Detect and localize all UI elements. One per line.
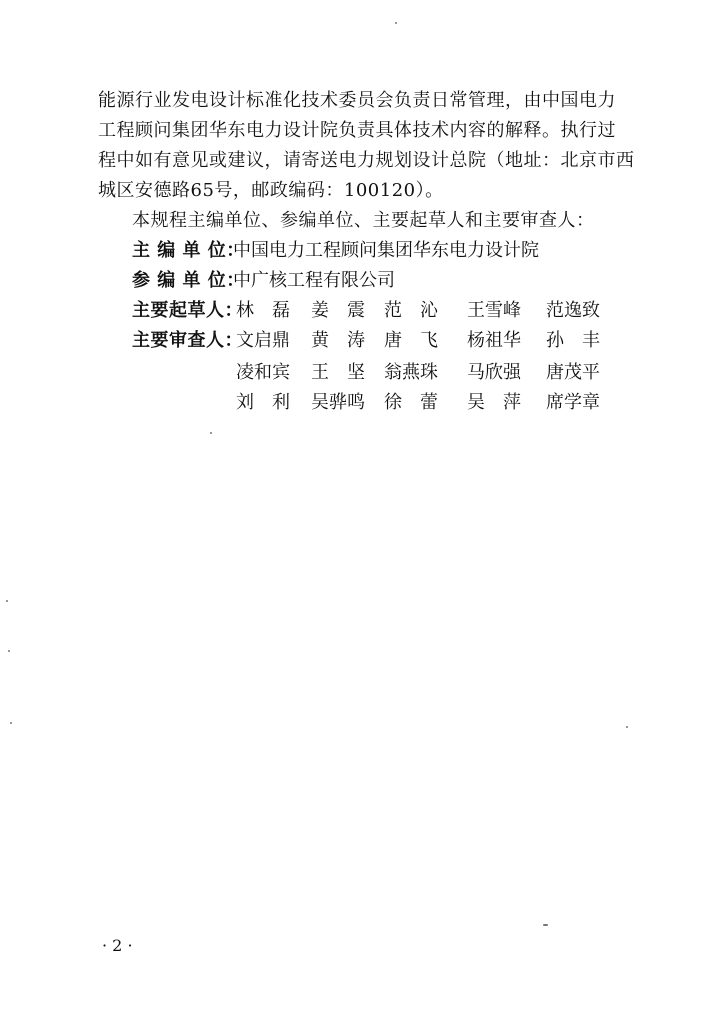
reviewer-name: 孙 丰	[546, 330, 600, 351]
chief-unit-label: 主 编 单 位：	[132, 240, 245, 261]
reviewer-name: 吴 萍	[467, 392, 521, 413]
paragraph-line: 工程顾问集团华东电力设计院负责具体技术内容的解释。执行过	[98, 120, 616, 141]
participating-unit-value: 中广核工程有限公司	[233, 270, 395, 291]
participating-unit-label: 参 编 单 位：	[132, 270, 245, 291]
paragraph-line: 城区安德路65号，邮政编码：100120）。	[98, 180, 444, 201]
reviewer-name: 杨祖华	[467, 330, 521, 351]
reviewer-name: 唐茂平	[546, 362, 600, 383]
management-paragraph	[98, 86, 638, 206]
scan-speck	[210, 432, 212, 434]
chief-unit-value: 中国电力工程顾问集团华东电力设计院	[233, 240, 539, 261]
reviewer-name: 徐 蕾	[384, 392, 438, 413]
drafter-name: 王雪峰	[467, 300, 521, 321]
drafter-name: 姜 震	[311, 300, 365, 321]
scan-speck	[6, 600, 8, 602]
scan-speck	[10, 722, 12, 724]
paragraph-line: 能源行业发电设计标准化技术委员会负责日常管理，由中国电力	[98, 90, 616, 111]
scan-speck	[395, 22, 397, 24]
reviewer-name: 吴骅鸣	[311, 392, 365, 413]
scan-speck	[543, 924, 548, 926]
reviewer-name: 王 坚	[311, 362, 365, 383]
reviewer-name: 翁燕珠	[384, 362, 438, 383]
drafter-name: 林 磊	[236, 300, 290, 321]
drafter-name: 范 沁	[384, 300, 438, 321]
reviewer-name: 文启鼎	[236, 330, 290, 351]
reviewers-label: 主要审查人：	[132, 330, 243, 351]
drafter-name: 范逸致	[546, 300, 600, 321]
scan-speck	[626, 726, 628, 728]
reviewer-name: 唐 飞	[384, 330, 438, 351]
reviewer-name: 席学章	[546, 392, 600, 413]
scan-speck	[8, 650, 10, 652]
reviewer-name: 刘 利	[236, 392, 290, 413]
reviewer-name: 凌和宾	[236, 362, 290, 383]
reviewer-name: 马欣强	[467, 362, 521, 383]
reviewer-name: 黄 涛	[311, 330, 365, 351]
paragraph-line: 程中如有意见或建议，请寄送电力规划设计总院（地址：北京市西	[98, 150, 635, 171]
drafters-label: 主要起草人：	[132, 300, 243, 321]
page-number: · 2 ·	[102, 936, 133, 955]
units-intro: 本规程主编单位、参编单位、主要起草人和主要审查人：	[132, 210, 595, 231]
